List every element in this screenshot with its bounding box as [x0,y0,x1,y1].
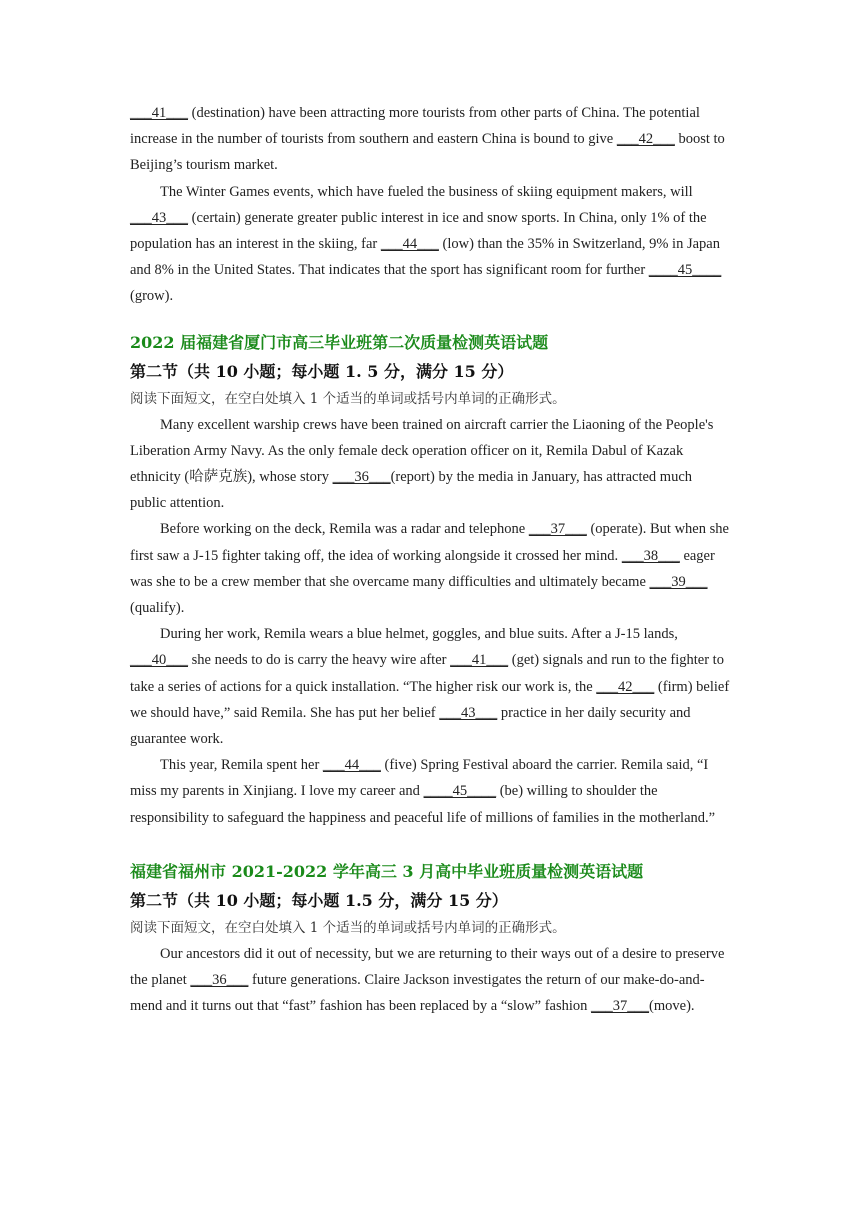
text-run: (certain) generate greater public interest in ice and snow sports. In China, only 1% of the population has an interest in the skiing, far [130,209,707,253]
answer-blank: ___42___ [596,678,655,695]
section-heading: 2022 届福建省厦门市高三毕业班第二次质量检测英语试题 [130,332,549,352]
text-run: (firm) belief we should have,” said Remila. She has put her belief [130,678,730,721]
answer-blank: ___44___ [380,236,439,253]
text-run: (operate). But when she first saw a J-15 fighter taking off, the idea of working alongside it crossed her mind. [130,521,729,564]
paragraph [130,621,730,752]
answer-blank: ___37___ [591,998,650,1015]
instruction-text: 阅读下面短文，在空白处填入 1 个适当的单词或括号内单词的正确形式。 [130,919,566,936]
answer-blank: ___37___ [528,521,587,538]
answer-blank: ____45____ [648,262,722,279]
answer-blank: ___41___ [450,652,509,669]
text-run: The Winter Games events, which have fueled the business of skiing equipment makers, will [160,183,693,200]
text-run: Before working on the deck, Remila was a radar and telephone [160,521,529,538]
document-page [130,100,730,1019]
text-run: (low) than the 35% in Switzerland, 9% in Japan and 8% in the United States. That indicates that the sport has significant room for further [130,236,720,279]
answer-blank: ___41___ [130,105,188,121]
text-run: (be) willing to shoulder the responsibility to safeguard the happiness and peaceful life of millions of families in the motherland.” [130,783,716,826]
text-run: Many excellent warship crews have been trained on aircraft carrier the Liaoning of the People's Liberation Army Navy. As the only female deck operation officer on it, Remila Dabul of Kazak ethnicity (哈萨克族), whose story [130,416,714,486]
paragraph [130,516,730,621]
answer-blank: ___43___ [130,209,188,226]
text-run: (destination) have been attracting more tourists from other parts of China. The potential increase in the number of tourists from southern and eastern China is bound to give [130,105,700,148]
text-run: eager was she to be a crew member that she overcame many difficulties and ultimately became [130,547,715,590]
paragraph [130,752,730,831]
text-run: (qualify). [130,600,185,617]
answer-blank: ___39___ [649,573,708,590]
text-run: (report) by the media in January, has attracted much public attention. [130,469,693,512]
section-subheading: 第二节（共 10 小题；每小题 1. 5 分，满分 15 分） [130,361,514,381]
answer-blank: ___36___ [190,972,249,989]
text-run: (grow). [130,288,174,305]
paragraph [130,100,730,179]
instruction-text: 阅读下面短文，在空白处填入 1 个适当的单词或括号内单词的正确形式。 [130,390,566,407]
section-heading: 福建省福州市 2021-2022 学年高三 3 月高中毕业班质量检测英语试题 [130,861,644,881]
paragraph [130,941,730,1020]
text-run: she needs to do is carry the heavy wire after [188,652,451,669]
text-run: During her work, Remila wears a blue helmet, goggles, and blue suits. After a J-15 lands, [160,626,678,643]
answer-blank: ___40___ [130,652,188,669]
text-run: (get) signals and run to the fighter to take a series of actions for a quick installation. “The higher risk our work is, the [130,652,724,695]
text-run: (move). [649,998,695,1015]
text-run: This year, Remila spent her [160,757,323,774]
answer-blank: ___42___ [616,131,675,148]
text-run: future generations. Claire Jackson investigates the return of our make-do-and-mend and it turns out that “fast” fashion has been replaced by a “slow” fashion [130,972,705,1015]
paragraph [130,179,730,310]
answer-blank: ___38___ [621,547,680,564]
answer-blank: ____45____ [423,783,497,800]
answer-blank: ___43___ [439,704,498,721]
text-run: practice in her daily security and guarantee work. [130,704,691,748]
answer-blank: ___44___ [322,757,381,774]
section-subheading: 第二节（共 10 小题；每小题 1.5 分，满分 15 分） [130,890,508,910]
text-run: Our ancestors did it out of necessity, but we are returning to their ways out of a desire to preserve the planet [130,945,725,989]
text-run: (five) Spring Festival aboard the carrier. Remila said, “I miss my parents in Xinjiang. I love my career and [130,757,709,800]
text-run: boost to Beijing’s tourism market. [130,131,725,174]
paragraph [130,412,730,517]
answer-blank: ___36___ [332,469,391,486]
